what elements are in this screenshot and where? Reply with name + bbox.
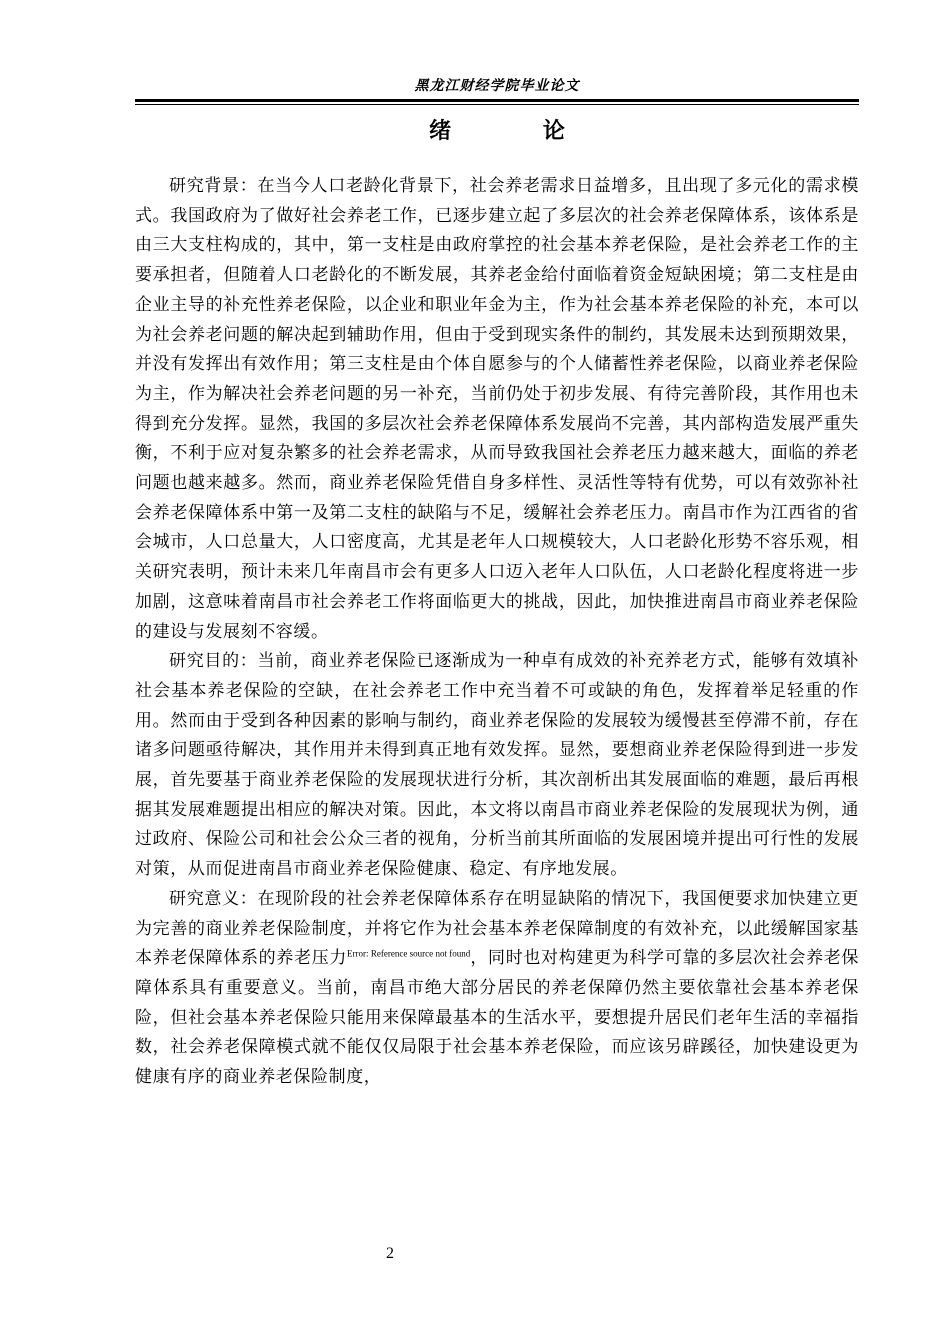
paragraph-research-purpose: 研究目的：当前，商业养老保险已逐渐成为一种卓有成效的补充养老方式，能够有效填补社会基本养老保险的空缺，在社会养老工作中充当着不可或缺的角色，发挥着举足轻重的作用。然而由于受到各种因素的影响与制约，商业养老保险的发展较为缓慢甚至停滞不前，存在诸多问题亟待解决，其作用并未得到真正地有效发挥。显然，要想商业养老保险得到进一步发展，首先要基于商业养老保险的发展现状进行分析，其次剖析出其发展面临的难题，最后再根据其发展难题提出相应的解决对策。因此，本文将以南昌市商业养老保险的发展现状为例，通过政府、保险公司和社会公众三者的视角，分析当前其所面临的发展困境并提出可行性的发展对策，从而促进南昌市商业养老保险健康、稳定、有序地发展。 — [135, 651, 859, 880]
header-rule-thick — [135, 99, 859, 102]
paragraph-text-after-reference: ，同时也对构建更为科学可靠的多层次社会养老保障体系具有重要意义。当前，南昌市绝大部分居民的养老保障仍然主要依靠社会基本养老保险，但社会基本养老保险只能用来保障最基本的生活水平，要想提升居民们老年生活的幸福指数，社会养老保障模式就不能仅仅局限于社会基本养老保险，而应该另辟蹊径，加快建设更为健康有序的商业养老保险制度， — [135, 948, 860, 1088]
paragraph-research-significance — [135, 885, 859, 1093]
header-rule-thin — [135, 104, 859, 105]
page-header-title: 黑龙江财经学院毕业论文 — [414, 78, 580, 94]
page-number: 2 — [386, 1245, 394, 1262]
reference-error-note: Error: Reference source not found — [347, 948, 471, 959]
section-title: 绪 论 — [429, 118, 607, 144]
paragraph-research-background: 研究背景：在当今人口老龄化背景下，社会养老需求日益增多，且出现了多元化的需求模式。我国政府为了做好社会养老工作，已逐步建立起了多层次的社会养老保障体系，该体系是由三大支柱构成的，其中，第一支柱是由政府掌控的社会基本养老保险，是社会养老工作的主要承担者，但随着人口老龄化的不断发展，其养老金给付面临着资金短缺困境；第二支柱是由企业主导的补充性养老保险，以企业和职业年金为主，作为社会基本养老保险的补充，本可以为社会养老问题的解决起到辅助作用，但由于受到现实条件的制约，其发展未达到预期效果，并没有发挥出有效作用；第三支柱是由个体自愿参与的个人储蓄性养老保险，以商业养老保险为主，作为解决社会养老问题的另一补充，当前仍处于初步发展、有待完善阶段，其作用也未得到充分发挥。显然，我国的多层次社会养老保障体系发展尚不完善，其内部构造发展严重失衡，不利于应对复杂繁多的社会养老需求，从而导致我国社会养老压力越来越大，面临的养老问题也越来越多。然而，商业养老保险凭借自身多样性、灵活性等特有优势，可以有效弥补社会养老保障体系中第一及第二支柱的缺陷与不足，缓解社会养老压力。南昌市作为江西省的省会城市，人口总量大，人口密度高，尤其是老年人口规模较大，人口老龄化形势不容乐观，相关研究表明，预计未来几年南昌市会有更多人口迈入老年人口队伍，人口老龄化程度将进一步加剧，这意味着南昌市社会养老工作将面临更大的挑战，因此，加快推进南昌市商业养老保险的建设与发展刻不容缓。 — [135, 176, 859, 642]
paragraph-text-before-reference: 研究意义：在现阶段的社会养老保障体系存在明显缺陷的情况下，我国便要求加快建立更为完善的商业养老保险制度，并将它作为社会基本养老保障制度的有效补充，以此缓解国家基本养老保障体系的养老压力 — [135, 888, 859, 969]
document-body — [135, 172, 859, 1093]
